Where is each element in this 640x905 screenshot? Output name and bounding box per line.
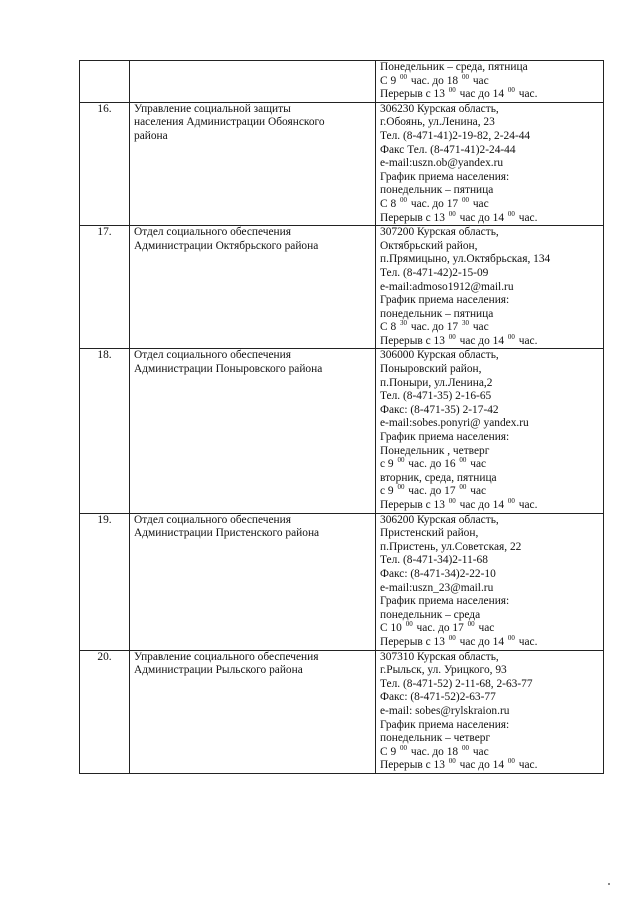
- contact-info-line: [380, 61, 603, 75]
- contact-text: Перерыв с 13: [380, 759, 448, 772]
- organization-name-line: населения Администрации Обоянского: [134, 116, 325, 129]
- contact-info-cell: [376, 349, 604, 513]
- contact-text: Факс: (8-471-52)2-63-77: [380, 691, 496, 704]
- contact-text: час до 14: [456, 211, 507, 224]
- contact-text: час.: [515, 635, 538, 648]
- organization-name-line: Отдел социального обеспечения: [134, 349, 291, 362]
- contact-info-line: [380, 633, 603, 650]
- contact-text: Тел. (8-471-42)2-15-09: [380, 266, 489, 279]
- contact-text: час. до 17: [413, 622, 467, 635]
- contact-text: e-mail:admoso1912@mail.ru: [380, 280, 514, 293]
- table-row: [80, 650, 604, 773]
- contact-text: понедельник – пятница: [380, 184, 494, 197]
- contact-text: С 9: [380, 745, 399, 758]
- contact-text: п.Пристень, ул.Советская, 22: [380, 540, 522, 553]
- organization-name-line: Управление социальной защиты: [134, 102, 291, 115]
- time-minutes-superscript: 00: [467, 620, 475, 629]
- time-minutes-superscript: 00: [397, 456, 405, 465]
- row-number: 20.: [80, 650, 130, 773]
- contact-info-line: [380, 308, 603, 322]
- time-minutes-superscript: 00: [448, 86, 456, 95]
- contact-text: час. до 18: [408, 74, 461, 87]
- contact-text: час: [467, 458, 487, 471]
- contact-text: С 10: [380, 622, 405, 635]
- contact-info-line: [380, 732, 603, 746]
- contact-info-cell: [376, 61, 604, 103]
- contact-text: понедельник – пятница: [380, 307, 494, 320]
- time-minutes-superscript: 00: [400, 743, 407, 752]
- organization-name-line: Администрации Поныровского района: [134, 363, 323, 376]
- contact-info-line: [380, 377, 603, 391]
- contact-text: Пристенский район,: [380, 527, 479, 540]
- contact-text: Перерыв с 13: [380, 499, 448, 511]
- time-minutes-superscript: 30: [461, 319, 469, 328]
- table-row: [80, 102, 604, 225]
- contact-text: Перерыв с 13: [380, 211, 448, 224]
- contact-text: График приема населения:: [380, 718, 510, 731]
- contact-info-line: [380, 527, 603, 541]
- contact-info-line: [380, 485, 603, 499]
- contact-info-line: [380, 417, 603, 431]
- row-number: 18.: [80, 349, 130, 513]
- contact-text: Факс: (8-471-34)2-22-10: [380, 567, 496, 580]
- time-minutes-superscript: 00: [461, 743, 469, 752]
- contact-info-line: [380, 184, 603, 198]
- contact-info-line: [380, 171, 603, 185]
- contact-text: час до 14: [456, 499, 507, 511]
- time-minutes-superscript: 00: [397, 483, 405, 492]
- contact-info-line: [380, 743, 603, 760]
- contact-text: С 8: [380, 321, 399, 334]
- contact-text: 306000 Курская область,: [380, 349, 499, 362]
- contact-text: Понедельник , четверг: [380, 444, 490, 457]
- contact-text: 306200 Курская область,: [380, 513, 499, 526]
- contact-text: час: [469, 321, 489, 334]
- contact-text: С 8: [380, 197, 399, 210]
- time-minutes-superscript: 00: [448, 757, 456, 766]
- contact-text: Октябрьский район,: [380, 239, 478, 252]
- contact-info-line: [380, 72, 603, 89]
- contact-info-cell: [376, 226, 604, 349]
- time-minutes-superscript: 00: [459, 483, 467, 492]
- contact-text: e-mail: sobes@rylskraion.ru: [380, 704, 510, 717]
- contact-text: понедельник – четверг: [380, 732, 491, 745]
- contact-text: e-mail:uszn.ob@yandex.ru: [380, 157, 504, 170]
- time-minutes-superscript: 00: [507, 86, 515, 95]
- organization-name-line: Администрации Октябрьского района: [134, 239, 319, 252]
- contact-text: г.Рыльск, ул. Урицкого, 93: [380, 664, 507, 677]
- time-minutes-superscript: 00: [507, 633, 515, 642]
- organization-cell: [130, 650, 376, 773]
- contact-info-line: [380, 705, 603, 719]
- contact-text: 306230 Курская область,: [380, 102, 499, 115]
- contact-info-line: [380, 568, 603, 582]
- time-minutes-superscript: 30: [400, 319, 407, 328]
- contact-info-line: [380, 582, 603, 596]
- contact-text: час: [467, 485, 487, 498]
- contact-text: п.Прямицыно, ул.Октябрьская, 134: [380, 253, 551, 266]
- contact-text: г.Обоянь, ул.Ленина, 23: [380, 116, 495, 129]
- contact-text: час. до 16: [405, 458, 459, 471]
- organization-cell: [130, 513, 376, 650]
- contact-text: С 9: [380, 74, 399, 87]
- contact-info-line: [380, 458, 603, 472]
- contact-text: час: [475, 622, 495, 635]
- table-body: [80, 61, 604, 774]
- contact-info-line: [380, 514, 603, 528]
- time-minutes-superscript: 00: [400, 72, 407, 81]
- contact-info-line: [380, 622, 603, 636]
- contact-info-line: [380, 541, 603, 555]
- contact-text: 307200 Курская область,: [380, 226, 499, 239]
- contact-text: Тел. (8-471-41)2-19-82, 2-24-44: [380, 129, 531, 142]
- contact-info-line: [380, 144, 603, 158]
- contact-text: п.Поныри, ул.Ленина,2: [380, 376, 493, 389]
- organization-name-line: Администрации Рыльского района: [134, 664, 303, 677]
- contact-text: 307310 Курская область,: [380, 650, 499, 663]
- contact-text: час. до 17: [408, 197, 461, 210]
- contact-info-line: [380, 499, 603, 513]
- contact-text: час до 14: [456, 88, 507, 101]
- contact-text: час.: [515, 88, 538, 101]
- contact-text: час: [469, 197, 489, 210]
- contact-info-cell: [376, 650, 604, 773]
- contact-text: Перерыв с 13: [380, 88, 448, 101]
- time-minutes-superscript: 00: [461, 72, 469, 81]
- contact-text: час.: [515, 334, 538, 347]
- time-minutes-superscript: 00: [507, 332, 515, 341]
- organization-name-line: Отдел социального обеспечения: [134, 226, 291, 239]
- contact-text: час: [469, 745, 489, 758]
- contact-info-line: [380, 332, 603, 349]
- contact-info-line: [380, 240, 603, 254]
- row-number: [80, 61, 130, 103]
- contact-info-line: [380, 130, 603, 144]
- organization-name-line: Управление социального обеспечения: [134, 650, 319, 663]
- time-minutes-superscript: 00: [448, 332, 456, 341]
- organization-cell: [130, 102, 376, 225]
- contact-info-line: [380, 281, 603, 295]
- contact-text: Тел. (8-471-34)2-11-68: [380, 554, 488, 567]
- contact-text: час до 14: [456, 334, 507, 347]
- contact-info-line: [380, 103, 603, 117]
- contact-text: Понедельник – среда, пятница: [380, 61, 528, 73]
- contact-info-line: [380, 195, 603, 212]
- row-number: 16.: [80, 102, 130, 225]
- contact-info-line: [380, 253, 603, 267]
- contact-info-cell: [376, 102, 604, 225]
- contact-text: График приема населения:: [380, 431, 510, 444]
- table-row: [80, 349, 604, 513]
- contact-info-cell: [376, 513, 604, 650]
- contact-text: Перерыв с 13: [380, 635, 448, 648]
- organization-name-line: района: [134, 129, 168, 142]
- contact-text: час до 14: [456, 635, 507, 648]
- contact-text: Факс Тел. (8-471-41)2-24-44: [380, 143, 516, 156]
- departments-table: [79, 60, 604, 774]
- contact-text: Тел. (8-471-52) 2-11-68, 2-63-77: [380, 677, 533, 690]
- contact-info-line: [380, 88, 603, 102]
- contact-info-line: [380, 554, 603, 568]
- contact-info-line: [380, 157, 603, 171]
- contact-info-line: [380, 321, 603, 335]
- time-minutes-superscript: 00: [461, 195, 469, 204]
- time-minutes-superscript: 00: [448, 633, 456, 642]
- contact-text: час. до 17: [408, 321, 461, 334]
- contact-text: с 9: [380, 485, 397, 498]
- contact-text: График приема населения:: [380, 170, 510, 183]
- contact-text: час.: [515, 211, 538, 224]
- contact-text: час до 14: [456, 759, 507, 772]
- time-minutes-superscript: 00: [507, 209, 515, 218]
- contact-info-line: [380, 363, 603, 377]
- time-minutes-superscript: 00: [459, 456, 467, 465]
- contact-info-line: [380, 226, 603, 240]
- contact-info-line: [380, 719, 603, 733]
- table-row: [80, 513, 604, 650]
- contact-text: час.: [515, 759, 538, 772]
- time-minutes-superscript: 00: [400, 195, 407, 204]
- table-row: [80, 61, 604, 103]
- contact-info-line: [380, 595, 603, 609]
- contact-text: e-mail:uszn_23@mail.ru: [380, 581, 494, 594]
- contact-info-line: [380, 431, 603, 445]
- contact-info-line: [380, 609, 603, 623]
- time-minutes-superscript: 00: [405, 620, 413, 629]
- contact-text: Факс: (8-471-35) 2-17-42: [380, 403, 499, 416]
- contact-info-line: [380, 116, 603, 130]
- contact-text: понедельник – среда: [380, 608, 481, 621]
- scan-speck: [608, 883, 610, 885]
- contact-info-line: [380, 691, 603, 705]
- contact-text: час.: [515, 499, 538, 511]
- contact-text: час: [469, 74, 489, 87]
- row-number: 17.: [80, 226, 130, 349]
- time-minutes-superscript: 00: [507, 497, 515, 505]
- contact-info-line: [380, 651, 603, 665]
- contact-text: вторник, среда, пятница: [380, 471, 497, 484]
- contact-info-line: [380, 664, 603, 678]
- contact-text: График приема населения:: [380, 294, 510, 307]
- organization-cell: [130, 349, 376, 513]
- contact-info-line: [380, 472, 603, 486]
- contact-text: e-mail:sobes.ponyri@ yandex.ru: [380, 417, 529, 430]
- contact-text: час. до 17: [405, 485, 459, 498]
- contact-info-line: [380, 404, 603, 418]
- contact-text: Перерыв с 13: [380, 334, 448, 347]
- organization-cell: [130, 61, 376, 103]
- contact-info-line: [380, 445, 603, 459]
- contact-text: час. до 18: [408, 745, 461, 758]
- contact-info-line: [380, 267, 603, 281]
- contact-info-line: [380, 678, 603, 692]
- contact-info-line: [380, 294, 603, 308]
- contact-info-line: [380, 349, 603, 363]
- time-minutes-superscript: 00: [507, 757, 515, 766]
- table-row: [80, 226, 604, 349]
- time-minutes-superscript: 00: [448, 209, 456, 218]
- organization-cell: [130, 226, 376, 349]
- contact-info-line: [380, 390, 603, 404]
- contact-text: Поныровский район,: [380, 363, 482, 376]
- contact-info-line: [380, 759, 603, 773]
- row-number: 19.: [80, 513, 130, 650]
- contact-text: График приема населения:: [380, 595, 510, 608]
- organization-name-line: Отдел социального обеспечения: [134, 513, 291, 526]
- contact-info-line: [380, 209, 603, 226]
- organization-name-line: Администрации Пристенского района: [134, 527, 320, 540]
- contact-text: Тел. (8-471-35) 2-16-65: [380, 390, 492, 403]
- contact-text: с 9: [380, 458, 397, 471]
- time-minutes-superscript: 00: [448, 497, 456, 505]
